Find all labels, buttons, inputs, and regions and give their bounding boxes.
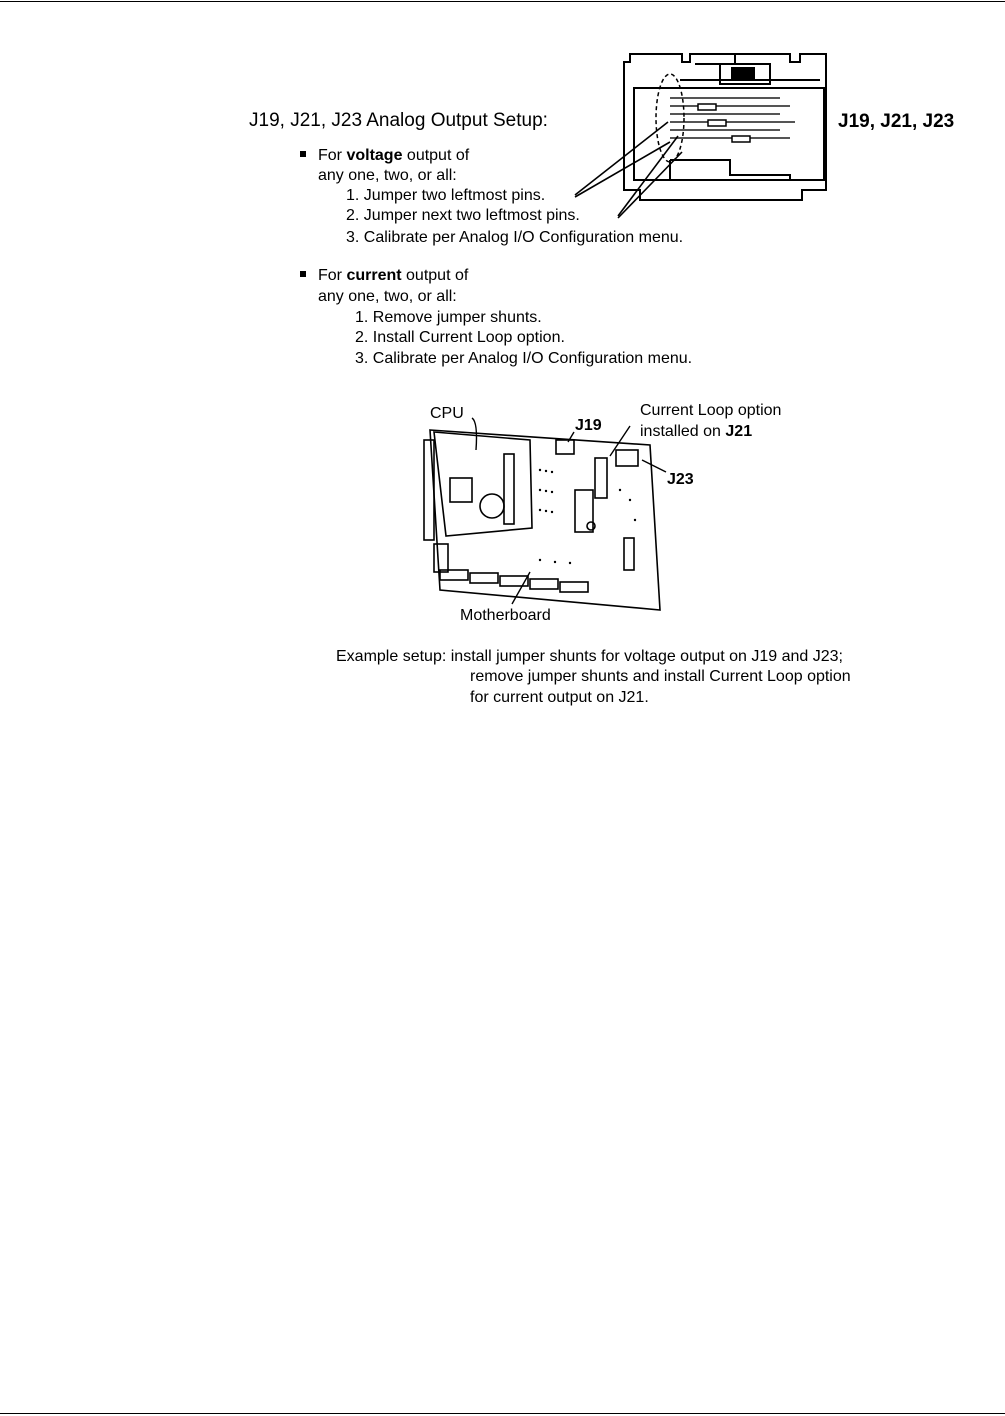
voltage-step-1: 1. Jumper two leftmost pins. bbox=[346, 187, 546, 204]
current-step-3: 3. Calibrate per Analog I/O Configuration menu. bbox=[355, 350, 693, 367]
bullet-icon bbox=[300, 151, 306, 157]
cpu-label: CPU bbox=[430, 405, 464, 422]
setup-heading: J19, J21, J23 Analog Output Setup: bbox=[249, 110, 548, 131]
voltage-step-2: 2. Jumper next two leftmost pins. bbox=[346, 207, 580, 224]
voltage-intro-line2: any one, two, or all: bbox=[318, 167, 457, 184]
example-line2: remove jumper shunts and install Current Loop option bbox=[470, 668, 851, 685]
voltage-step-3: 3. Calibrate per Analog I/O Configuration menu. bbox=[346, 229, 684, 246]
current-loop-label-line1: Current Loop option bbox=[640, 402, 782, 419]
current-step-1: 1. Remove jumper shunts. bbox=[355, 309, 542, 326]
bullet-icon bbox=[300, 271, 306, 277]
connector-label: J19, J21, J23 bbox=[838, 111, 955, 132]
leader-lines bbox=[570, 100, 690, 220]
current-loop-label-line2: installed on J21 bbox=[640, 423, 753, 440]
current-step-2: 2. Install Current Loop option. bbox=[355, 329, 565, 346]
motherboard-illustration bbox=[420, 410, 670, 615]
j19-label: J19 bbox=[575, 417, 602, 434]
voltage-intro: For voltage output of bbox=[300, 146, 469, 166]
current-intro: For current output of bbox=[300, 266, 468, 286]
header-rule bbox=[0, 1, 1005, 2]
motherboard-label: Motherboard bbox=[460, 607, 551, 624]
example-line1: Example setup: install jumper shunts for voltage output on J19 and J23; bbox=[336, 648, 843, 665]
example-line3: for current output on J21. bbox=[470, 689, 649, 706]
j23-label: J23 bbox=[667, 471, 694, 488]
footer-rule bbox=[0, 1413, 1005, 1414]
current-intro-line2: any one, two, or all: bbox=[318, 288, 457, 305]
